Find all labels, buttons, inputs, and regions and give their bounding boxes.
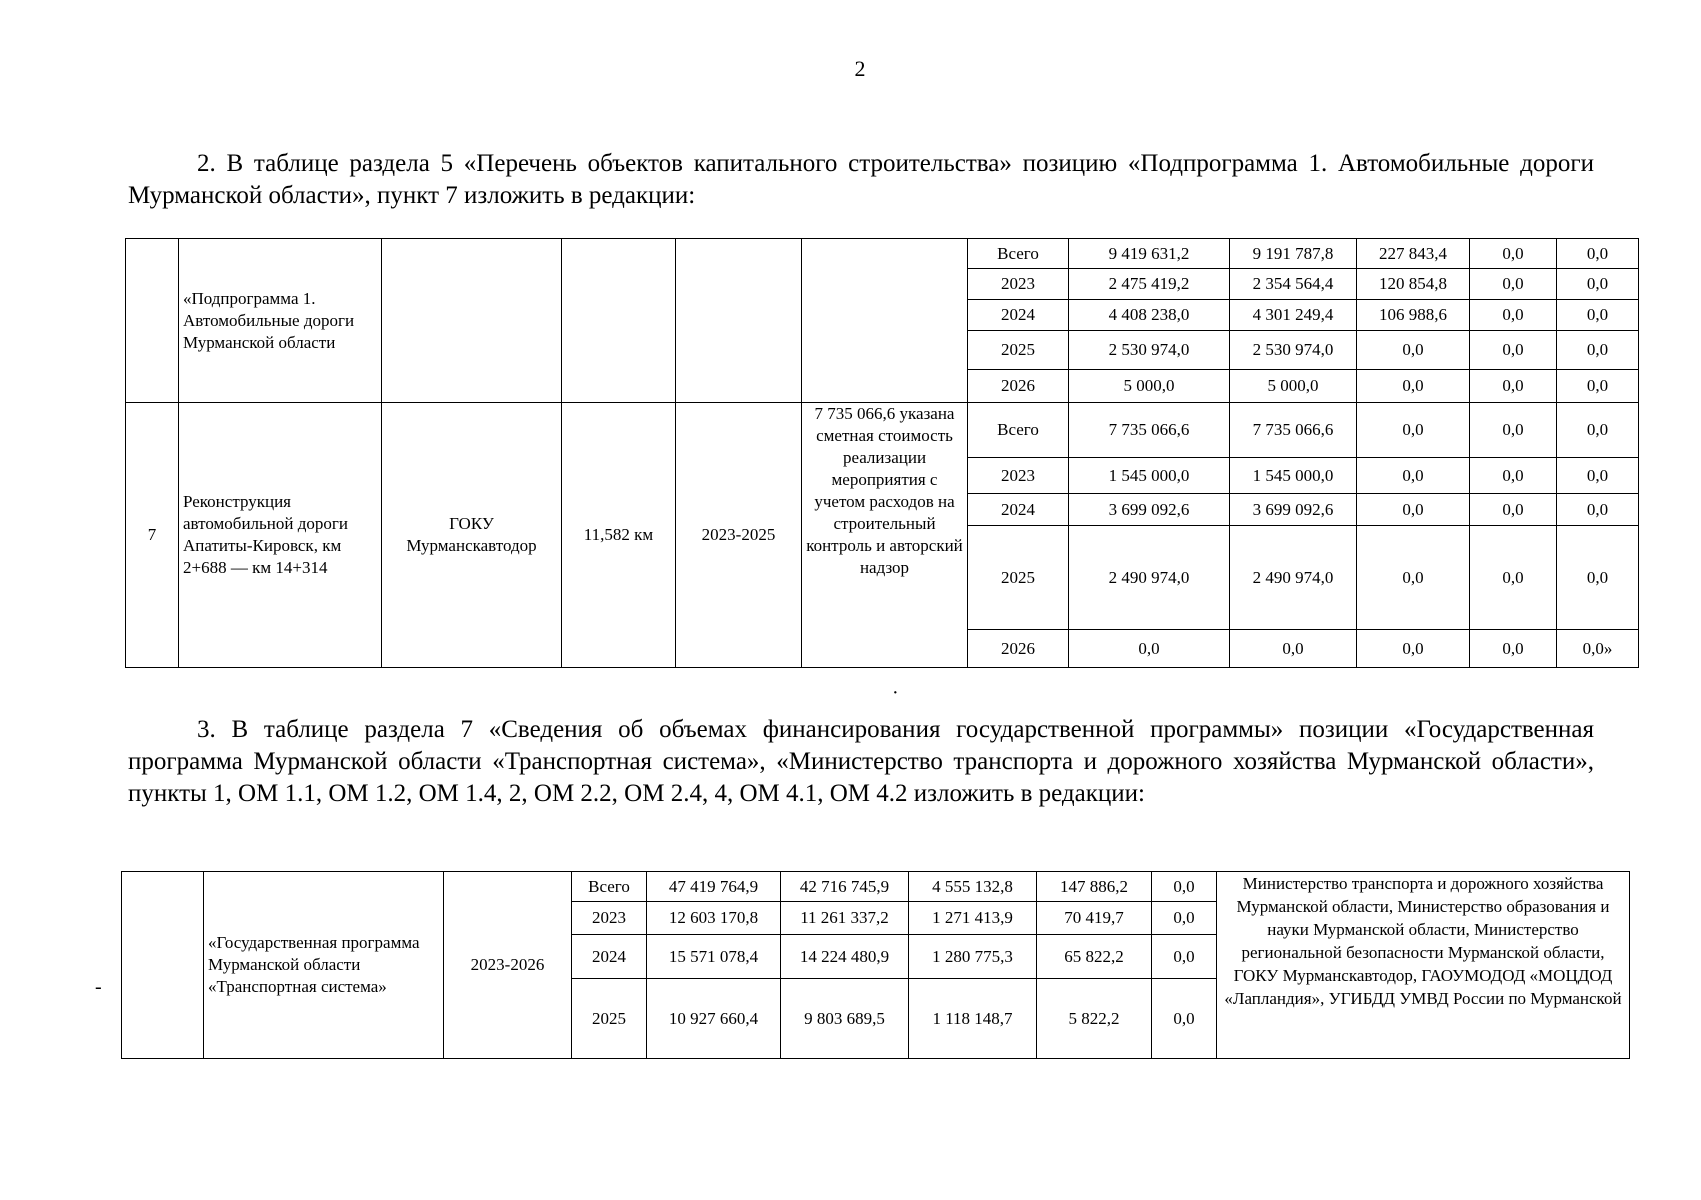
amount-cell: 47 419 764,9 [647, 872, 781, 902]
empty-cell [382, 239, 562, 403]
amount-cell: 227 843,4 [1357, 239, 1470, 269]
amount-cell: 1 545 000,0 [1230, 458, 1357, 494]
amount-cell: 4 408 238,0 [1069, 300, 1230, 331]
period-cell: Всего [968, 239, 1069, 269]
amount-cell: 106 988,6 [1357, 300, 1470, 331]
amount-cell: 0,0 [1557, 331, 1639, 370]
amount-cell: 0,0 [1152, 872, 1217, 902]
amount-cell: 0,0 [1357, 370, 1470, 403]
amount-cell: 0,0 [1470, 403, 1557, 458]
financing-table [121, 871, 1630, 1059]
period-cell: 2025 [968, 331, 1069, 370]
amount-cell: 3 699 092,6 [1069, 494, 1230, 526]
amount-cell: 0,0 [1357, 458, 1470, 494]
amount-cell: 9 803 689,5 [781, 979, 909, 1059]
scan-mark: · [892, 682, 899, 704]
amount-cell: 0,0 [1470, 269, 1557, 300]
empty-cell [802, 239, 968, 403]
amount-cell: 0,0 [1069, 630, 1230, 668]
empty-cell [676, 239, 802, 403]
amount-cell: 2 530 974,0 [1230, 331, 1357, 370]
period-cell: Всего [968, 403, 1069, 458]
period-cell: 2023 [968, 458, 1069, 494]
empty-cell [122, 872, 204, 1059]
amount-cell: 0,0 [1470, 630, 1557, 668]
section-3-number: 3. [197, 716, 216, 743]
amount-cell: 11 261 337,2 [781, 902, 909, 935]
amount-cell: 0,0 [1230, 630, 1357, 668]
amount-cell: 0,0 [1470, 370, 1557, 403]
amount-cell: 3 699 092,6 [1230, 494, 1357, 526]
amount-cell: 1 118 148,7 [909, 979, 1037, 1059]
period-cell: 2023 [968, 269, 1069, 300]
amount-cell: 12 603 170,8 [647, 902, 781, 935]
period-cell: 2025 [572, 979, 647, 1059]
scan-mark: - [95, 976, 102, 998]
period-cell: 2024 [968, 300, 1069, 331]
amount-cell: 147 886,2 [1037, 872, 1152, 902]
subprogram-name: «Подпрограмма 1. Автомобильные дороги Мурманской области [179, 239, 382, 403]
amount-cell: 0,0 [1470, 526, 1557, 630]
amount-cell: 5 000,0 [1069, 370, 1230, 403]
amount-cell: 9 191 787,8 [1230, 239, 1357, 269]
section-3-paragraph [128, 714, 1594, 810]
period-cell: 2025 [968, 526, 1069, 630]
amount-cell: 7 735 066,6 [1069, 403, 1230, 458]
amount-cell: 2 354 564,4 [1230, 269, 1357, 300]
amount-cell: 1 280 775,3 [909, 935, 1037, 979]
item-period: 2023-2025 [676, 403, 802, 668]
amount-cell: 0,0 [1557, 239, 1639, 269]
amount-cell: 0,0 [1357, 526, 1470, 630]
period-cell: 2024 [968, 494, 1069, 526]
amount-cell: 0,0 [1557, 526, 1639, 630]
amount-cell: 120 854,8 [1357, 269, 1470, 300]
amount-cell: 0,0 [1470, 458, 1557, 494]
amount-cell: 0,0 [1152, 935, 1217, 979]
item-customer: ГОКУ Мурманскавтодор [382, 403, 562, 668]
amount-cell: 14 224 480,9 [781, 935, 909, 979]
table-row [122, 872, 1630, 902]
amount-cell: 0,0 [1357, 494, 1470, 526]
amount-cell: 1 545 000,0 [1069, 458, 1230, 494]
program-name: «Государственная программа Мурманской области «Транспортная система» [204, 872, 444, 1059]
amount-cell: 7 735 066,6 [1230, 403, 1357, 458]
program-period: 2023-2026 [444, 872, 572, 1059]
amount-cell: 2 475 419,2 [1069, 269, 1230, 300]
empty-cell [562, 239, 676, 403]
amount-cell: 0,0 [1557, 403, 1639, 458]
item-capacity: 11,582 км [562, 403, 676, 668]
amount-cell: 1 271 413,9 [909, 902, 1037, 935]
period-cell: 2026 [968, 370, 1069, 403]
amount-cell: 0,0 [1557, 370, 1639, 403]
capital-construction-table [125, 238, 1639, 668]
item-number: 7 [126, 403, 179, 668]
period-cell: 2026 [968, 630, 1069, 668]
amount-cell: 0,0 [1152, 902, 1217, 935]
amount-cell: 2 490 974,0 [1069, 526, 1230, 630]
period-cell: 2024 [572, 935, 647, 979]
section-2-number: 2. [197, 150, 216, 177]
period-cell: Всего [572, 872, 647, 902]
amount-cell: 70 419,7 [1037, 902, 1152, 935]
amount-cell: 5 822,2 [1037, 979, 1152, 1059]
amount-cell: 9 419 631,2 [1069, 239, 1230, 269]
table-row [126, 239, 1639, 269]
amount-cell: 10 927 660,4 [647, 979, 781, 1059]
empty-cell [126, 239, 179, 403]
page-number: 2 [854, 56, 866, 81]
table-row [126, 403, 1639, 458]
amount-cell: 0,0 [1470, 300, 1557, 331]
amount-cell: 0,0 [1470, 331, 1557, 370]
responsible-organizations: Министерство транспорта и дорожного хозяйства Мурманской области, Министерство образования и науки Мурманской области, Министерство региональной безопасности Мурманской области, ГОКУ Мурманскавтодор, ГАОУМОДОД «МОЦДОД «Лапландия», УГИБДД УМВД России по Мурманской [1217, 872, 1630, 1059]
amount-cell: 65 822,2 [1037, 935, 1152, 979]
amount-cell: 0,0 [1357, 630, 1470, 668]
period-cell: 2023 [572, 902, 647, 935]
section-2-paragraph [128, 148, 1594, 212]
amount-cell: 0,0 [1152, 979, 1217, 1059]
amount-cell: 15 571 078,4 [647, 935, 781, 979]
amount-cell: 4 301 249,4 [1230, 300, 1357, 331]
amount-cell: 2 530 974,0 [1069, 331, 1230, 370]
amount-cell: 0,0 [1557, 458, 1639, 494]
amount-cell: 0,0 [1470, 239, 1557, 269]
item-name: Реконструкция автомобильной дороги Апатиты-Кировск, км 2+688 — км 14+314 [179, 403, 382, 668]
amount-cell: 2 490 974,0 [1230, 526, 1357, 630]
amount-cell: 0,0 [1470, 494, 1557, 526]
amount-cell: 5 000,0 [1230, 370, 1357, 403]
amount-cell: 4 555 132,8 [909, 872, 1037, 902]
amount-cell: 0,0» [1557, 630, 1639, 668]
amount-cell: 0,0 [1357, 403, 1470, 458]
amount-cell: 0,0 [1557, 269, 1639, 300]
amount-cell: 0,0 [1557, 494, 1639, 526]
amount-cell: 0,0 [1557, 300, 1639, 331]
section-3-text: В таблице раздела 7 «Сведения об объемах финансирования государственной программы» позиции «Государственная программа Мурманской области «Транспортная система», «Министерство транспорта и дорожного хозяйства Мурманской области», пункты 1, ОМ 1.1, ОМ 1.2, ОМ 1.4, 2, ОМ 2.2, ОМ 2.4, 4, ОМ 4.1, ОМ 4.2 изложить в редакции: [128, 716, 1595, 807]
amount-cell: 42 716 745,9 [781, 872, 909, 902]
item-cost: 7 735 066,6 указана сметная стоимость реализации мероприятия с учетом расходов на строительный контроль и авторский надзор [802, 403, 968, 668]
amount-cell: 0,0 [1357, 331, 1470, 370]
section-2-text: В таблице раздела 5 «Перечень объектов капитального строительства» позицию «Подпрограмма 1. Автомобильные дороги Мурманской области», пункт 7 изложить в редакции: [128, 150, 1594, 209]
